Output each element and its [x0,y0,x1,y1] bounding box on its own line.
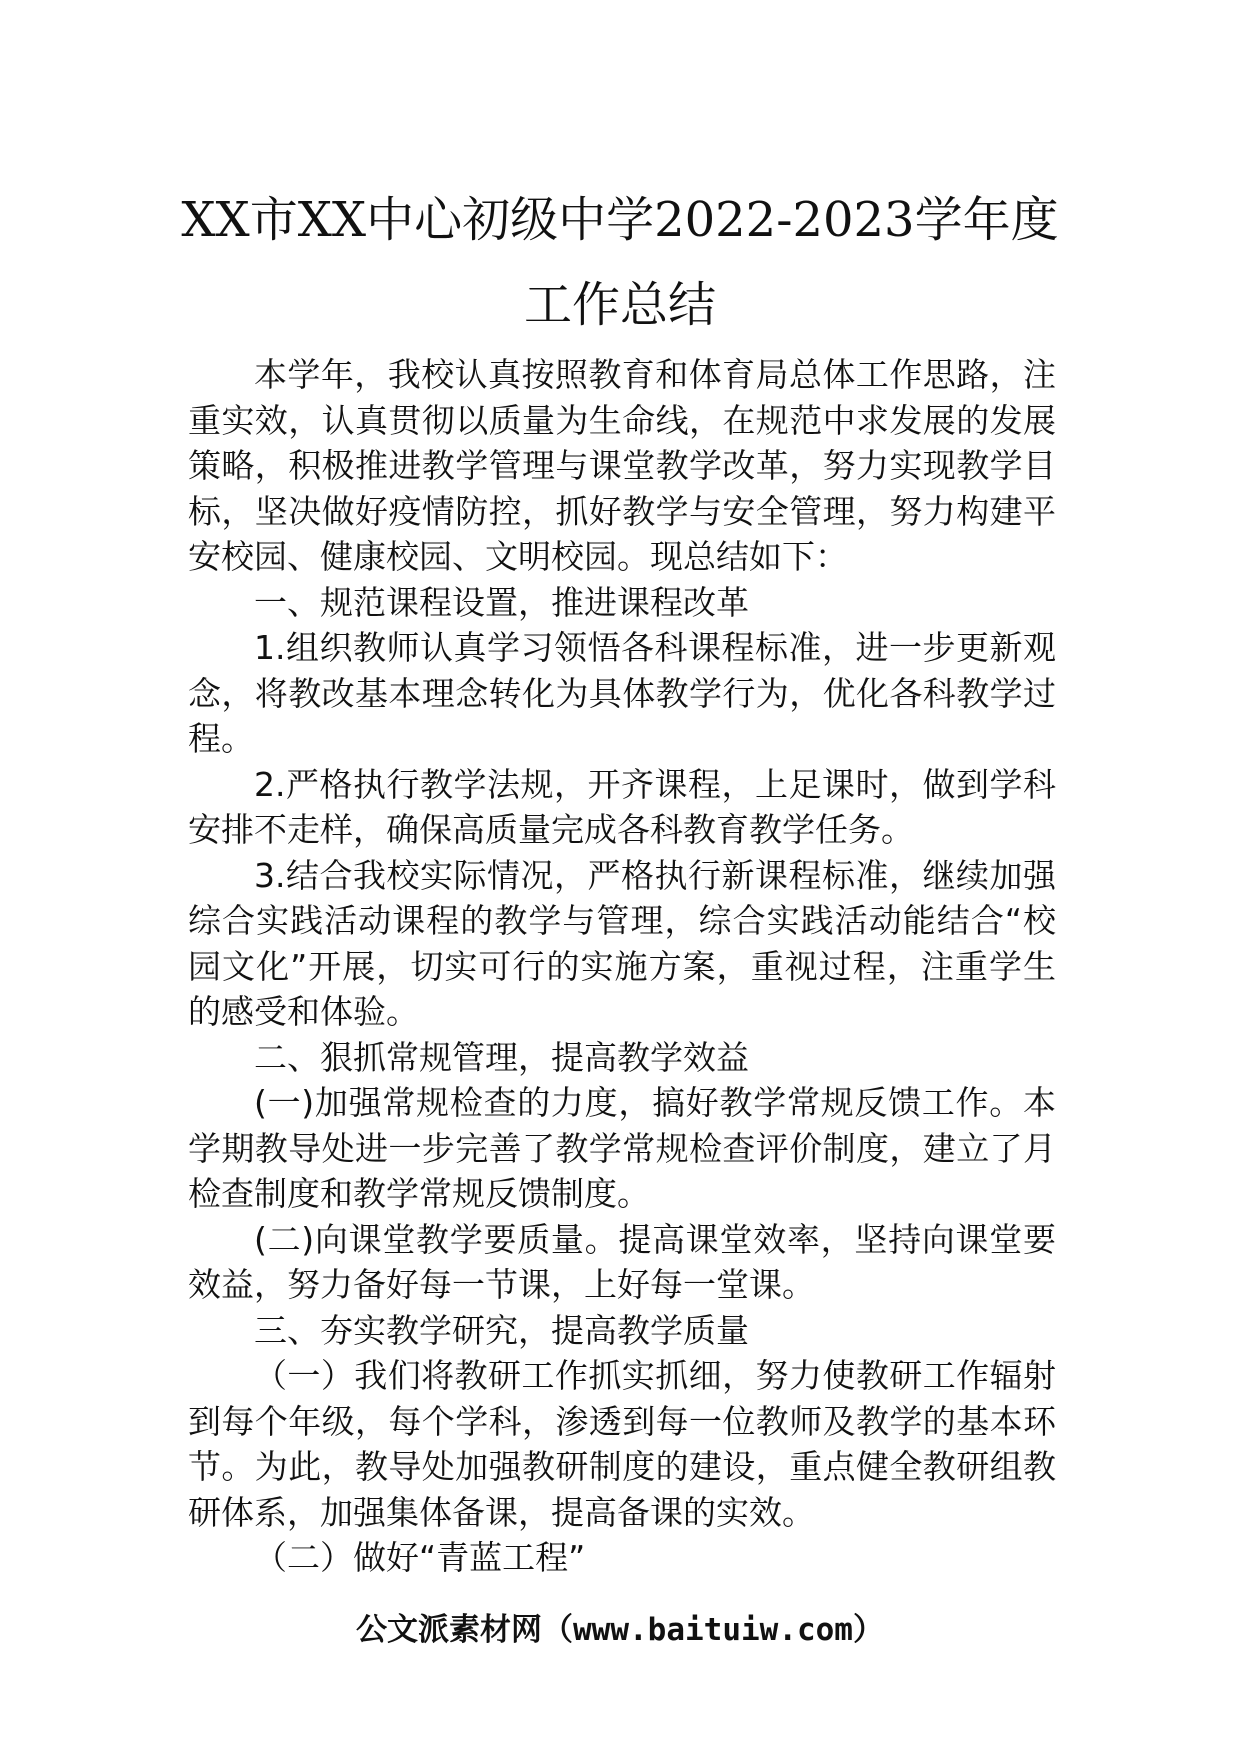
section-heading-3: 三、夯实教学研究，提高教学质量 [254,1310,749,1350]
paragraph-2-1: (一)加强常规检查的力度，搞好教学常规反馈工作。本学期教导处进一步完善了教学常规检查评价制度，建立了月检查制度和教学常规反馈制度。 [188,1083,1056,1213]
paragraph-2-2: (二)向课堂教学要质量。提高课堂效率，坚持向课堂要效益，努力备好每一节课，上好每一堂课。 [188,1219,1056,1304]
footer-close-paren: ） [852,1612,884,1648]
document-title-line-2: 工作总结 [523,277,716,333]
section-heading-2: 二、狠抓常规管理，提高教学效益 [254,1037,749,1077]
document-title-line-1: XX市XX中心初级中学2022-2023学年度 [181,192,1059,248]
paragraph-1-1: 1.组织教师认真学习领悟各科课程标准，进一步更新观念，将教改基本理念转化为具体教学行为，优化各科教学过程。 [188,628,1056,758]
footer-open-paren: （ [542,1612,574,1648]
paragraph-3-1: （一）我们将教研工作抓实抓细，努力使教研工作辐射到每个年级，每个学科，渗透到每一位教师及教学的基本环节。为此，教导处加强教研制度的建设，重点健全教研组教研体系，加强集体备课，提高备课的实效。 [188,1356,1056,1532]
footer-site-name: 公文派素材网 [356,1612,543,1648]
footer-watermark [0,1610,1240,1650]
document-body [188,352,1056,1581]
paragraph-1-3: 3.结合我校实际情况，严格执行新课程标准，继续加强综合实践活动课程的教学与管理，综合实践活动能结合“校园文化”开展，切实可行的实施方案，重视过程，注重学生的感受和体验。 [188,855,1056,1031]
section-heading-1: 一、规范课程设置，推进课程改革 [254,582,749,622]
paragraph-1-2: 2.严格执行教学法规，开齐课程，上足课时，做到学科安排不走样，确保高质量完成各科教育教学任务。 [188,764,1056,849]
paragraph-intro: 本学年，我校认真按照教育和体育局总体工作思路，注重实效，认真贯彻以质量为生命线，在规范中求发展的发展策略，积极推进教学管理与课堂教学改革，努力实现教学目标，坚决做好疫情防控，抓好教学与安全管理，努力构建平安校园、健康校园、文明校园。现总结如下： [188,355,1056,576]
footer-url: www.baituiw.com [573,1612,853,1648]
paragraph-3-2: （二）做好“青蓝工程” [254,1538,586,1577]
